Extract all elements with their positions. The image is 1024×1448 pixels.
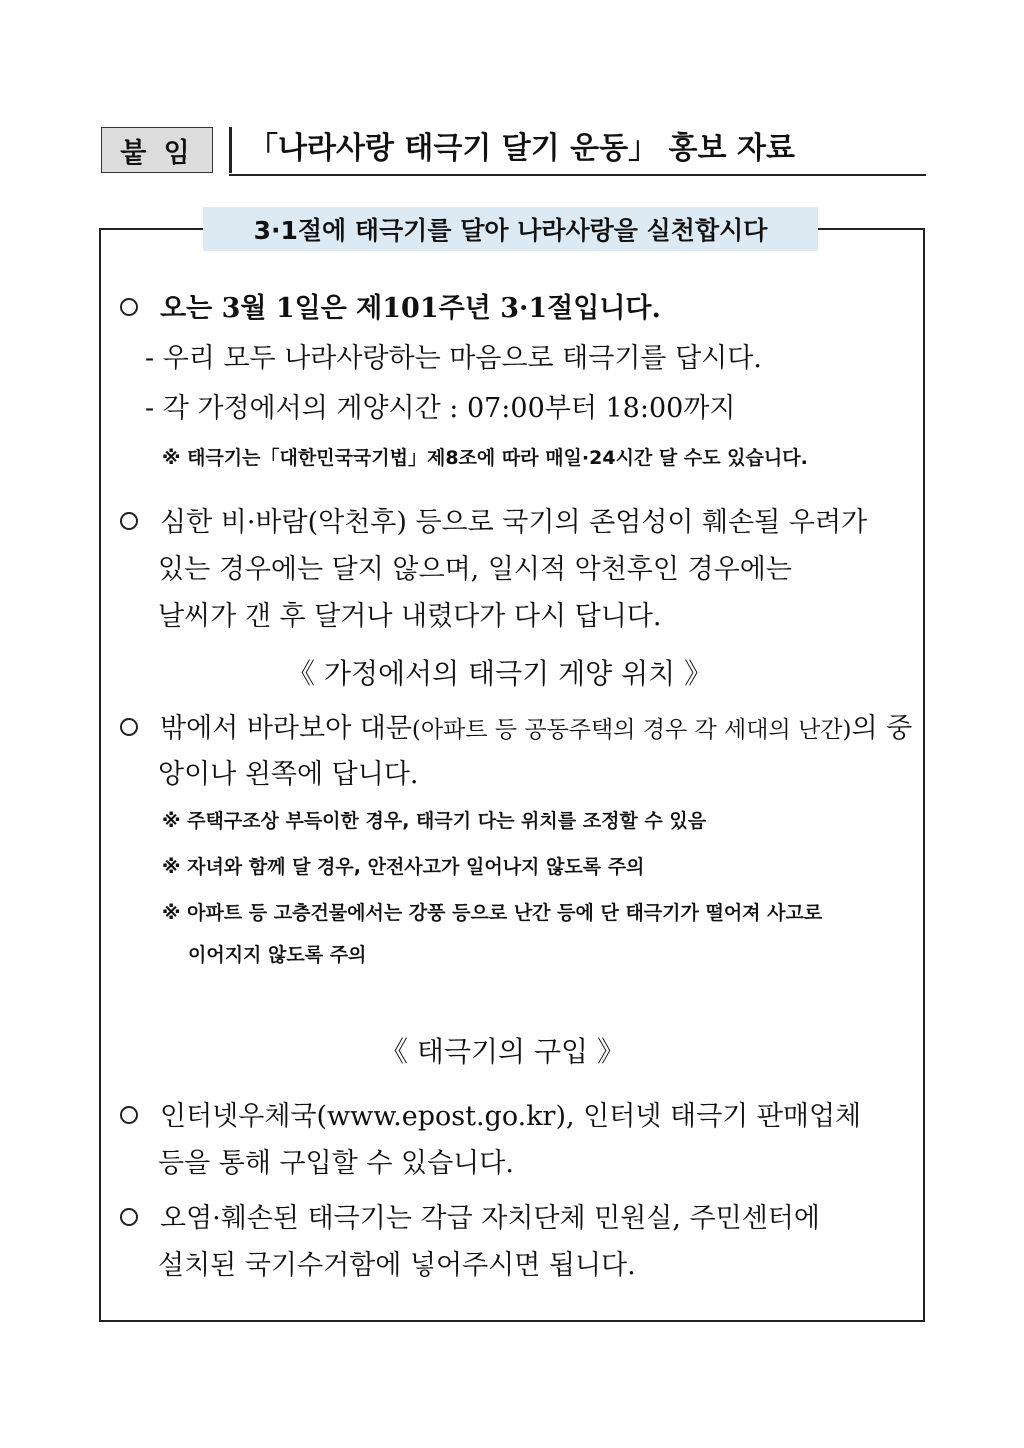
bullet-item-purchase: [120, 1094, 861, 1133]
bullet-text: 오는 3월 1일은 제101주년 3·1절입니다.: [160, 293, 661, 324]
dash-item-hours: - 각 가정에서의 게양시간 : 07:00부터 18:00까지: [145, 393, 736, 424]
bullet-text-parenthetical: (아파트 등 공동주택의 경우 각 세대의 난간): [411, 717, 852, 743]
circle-bullet-icon: [120, 1106, 138, 1124]
document-title: 「나라사랑 태극기 달기 운동」 홍보 자료: [248, 131, 795, 166]
dash-item-hang-flag: - 우리 모두 나라사랑하는 마음으로 태극기를 답시다.: [145, 343, 762, 374]
circle-bullet-icon: [120, 718, 138, 736]
bullet-item-date: [120, 286, 661, 325]
bullet-text: 오염·훼손된 태극기는 각급 자치단체 민원실, 주민센터에: [160, 1203, 820, 1234]
circle-bullet-icon: [120, 1208, 138, 1226]
bullet-item-disposal: [120, 1196, 820, 1235]
bullet-text: 밖에서 바라보아 대문: [160, 713, 412, 744]
position-line-2: 앙이나 왼쪽에 답니다.: [158, 759, 419, 790]
header-underline: [229, 174, 926, 176]
disposal-line-2: 설치된 국기수거함에 넣어주시면 됩니다.: [158, 1250, 636, 1281]
header-divider: [229, 127, 232, 173]
purchase-line-2: 등을 통해 구입할 수 있습니다.: [158, 1148, 514, 1179]
bullet-item-weather: [120, 500, 867, 539]
bullet-text: 인터넷우체국(www.epost.go.kr), 인터넷 태극기 판매업체: [160, 1101, 862, 1132]
weather-line-3: 날씨가 갠 후 달거나 내렸다가 다시 답니다.: [158, 601, 662, 632]
circle-bullet-icon: [120, 512, 138, 530]
heading-flag-purchase: 《 태극기의 구입 》: [380, 1035, 625, 1068]
bullet-text: 심한 비·바람(악천후) 등으로 국기의 존엄성이 훼손될 우려가: [160, 507, 868, 538]
attachment-tag: 붙 임: [101, 127, 213, 173]
weather-line-2: 있는 경우에는 달지 않으며, 일시적 악천후인 경우에는: [158, 554, 792, 585]
note-child-safety: ※ 자녀와 함께 달 경우, 안전사고가 일어나지 않도록 주의: [162, 856, 645, 878]
bullet-text-end: 의 중: [851, 713, 913, 744]
note-adjust-position: ※ 주택구조상 부득이한 경우, 태극기 다는 위치를 조정할 수 있음: [162, 810, 707, 832]
heading-flag-position: 《 가정에서의 태극기 게양 위치 》: [287, 657, 713, 690]
circle-bullet-icon: [120, 298, 138, 316]
note-high-rise-cont: 이어지지 않도록 주의: [188, 944, 367, 966]
note-high-rise: ※ 아파트 등 고층건물에서는 강풍 등으로 난간 등에 단 태극기가 떨어져 사고로: [162, 902, 823, 924]
campaign-banner: 3·1절에 태극기를 달아 나라사랑을 실천합시다: [203, 207, 818, 251]
bullet-item-position: [120, 706, 912, 745]
note-flag-law: ※ 태극기는「대한민국국기법」제8조에 따라 매일·24시간 달 수도 있습니다.: [162, 447, 808, 469]
